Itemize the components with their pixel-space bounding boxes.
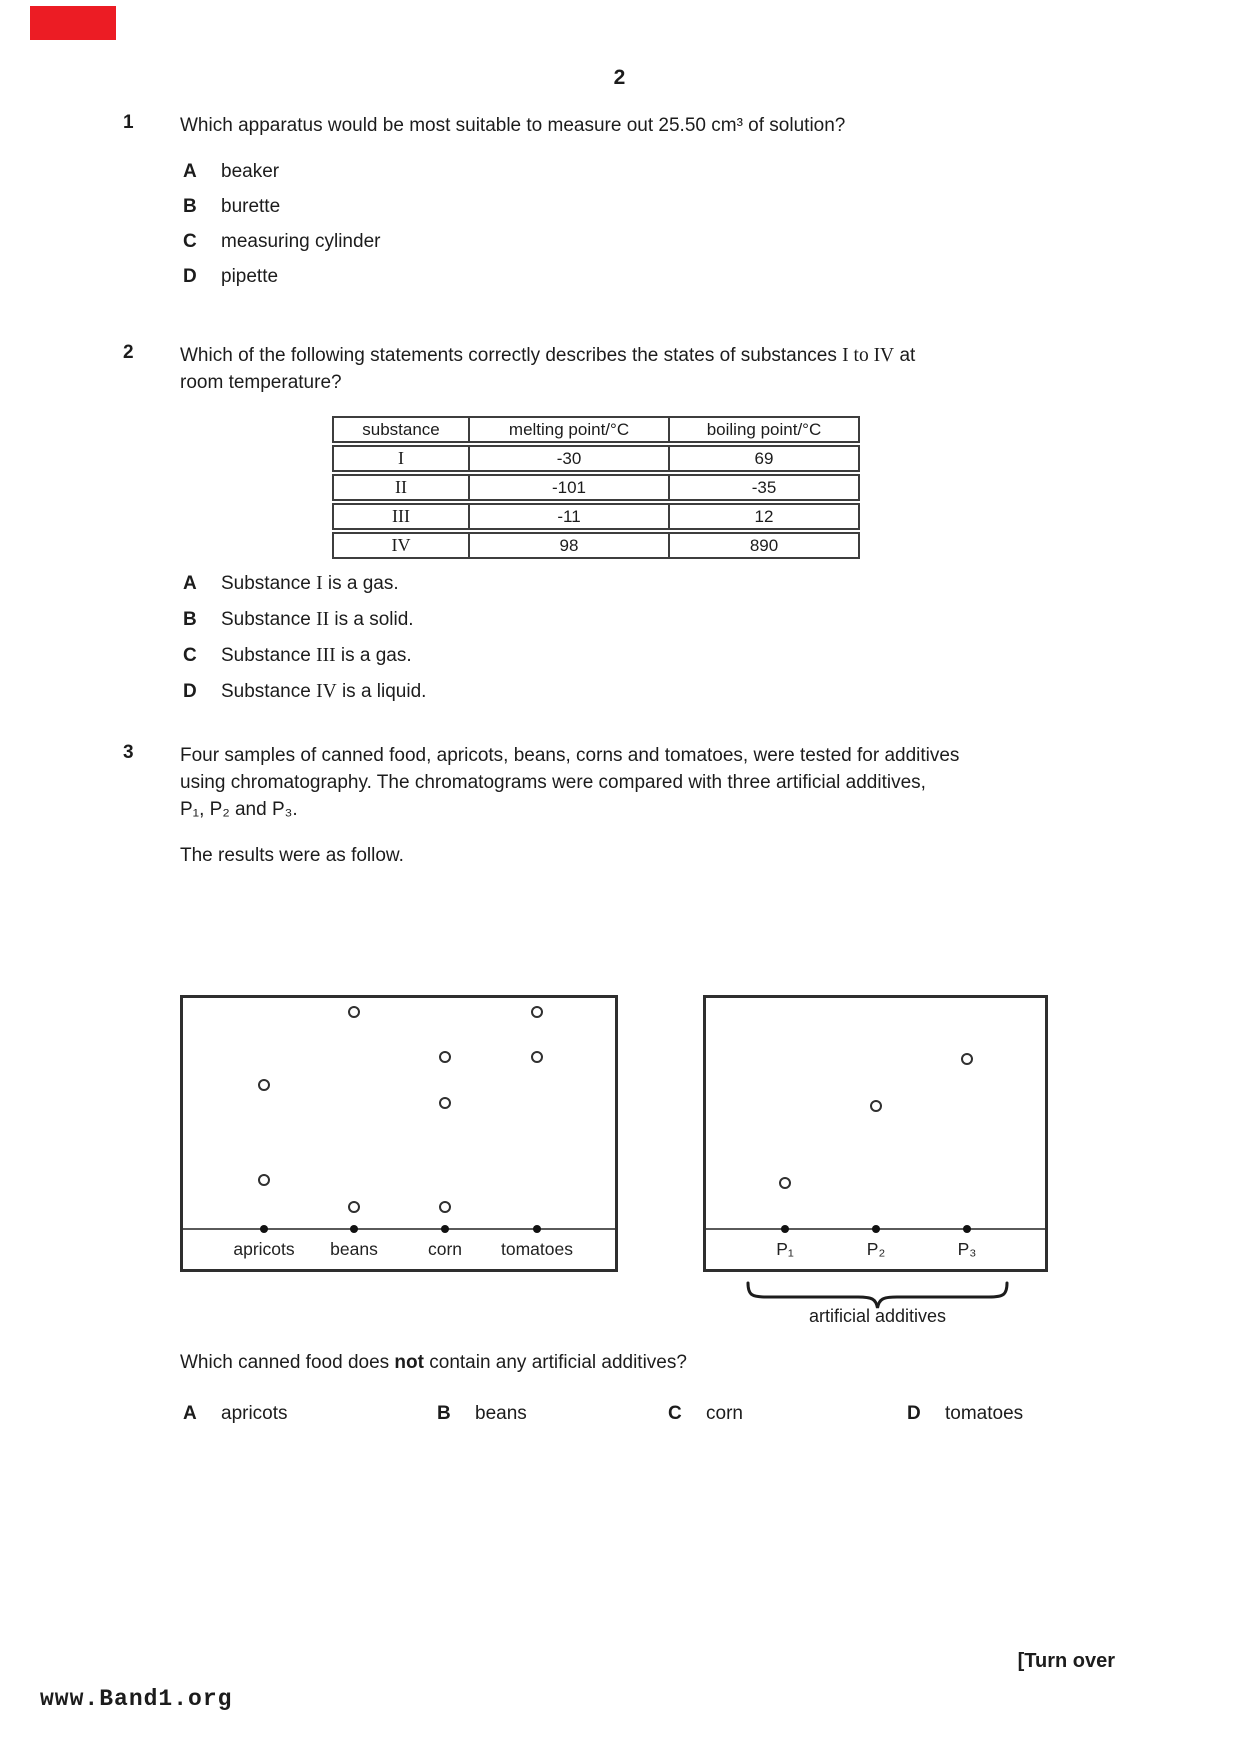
table-cell: I (398, 448, 404, 468)
baseline-line (183, 1228, 615, 1230)
table-cell: 12 (668, 505, 858, 528)
table-row (332, 445, 860, 472)
table-cell: 98 (468, 534, 668, 557)
option-row (907, 1402, 1023, 1425)
option-row (437, 1402, 527, 1425)
table-row (332, 532, 860, 559)
question-2-numerals: I to IV (842, 345, 895, 366)
table-cell: III (392, 506, 410, 526)
question-3-text: Four samples of canned food, apricots, beans, corns and tomatoes, were tested for additives using chromatography. The chromatograms were compared with three artificial additives, P₁, P₂ and P₃. (180, 745, 960, 820)
option-text: corn (706, 1403, 743, 1424)
question-1-number: 1 (123, 112, 134, 133)
option-letter: A (183, 161, 197, 182)
option-text: beans (475, 1403, 527, 1424)
option-text: measuring cylinder (221, 231, 381, 252)
option-row (183, 265, 380, 288)
option-row (183, 1402, 288, 1425)
option-letter: D (907, 1403, 921, 1424)
question-2-text-line2: room temperature? (180, 372, 342, 393)
option-row (183, 644, 426, 667)
chromatogram-additives (703, 995, 1048, 1272)
question-1 (123, 112, 1020, 139)
table-cell: IV (391, 535, 411, 555)
table-cell: 890 (668, 534, 858, 557)
chromatogram-spot (258, 1174, 270, 1186)
chromatogram-spot (439, 1097, 451, 1109)
chromatogram-spot (531, 1006, 543, 1018)
option-row (183, 608, 426, 631)
table-cell: II (395, 477, 407, 497)
lane-label: beans (330, 1239, 378, 1259)
brace-label: artificial additives (808, 1306, 947, 1326)
lane-label: apricots (233, 1239, 295, 1259)
option-row (183, 680, 426, 703)
option-text: tomatoes (945, 1403, 1024, 1424)
option-letter: C (668, 1403, 682, 1424)
question-3-number: 3 (123, 742, 134, 763)
option-text: Substance II is a solid. (221, 609, 414, 630)
origin-dot (350, 1225, 358, 1233)
lane-label: P₃ (957, 1239, 977, 1259)
origin-dot (781, 1225, 789, 1233)
chromatogram-spot (258, 1079, 270, 1091)
lane-label: P₂ (866, 1239, 886, 1259)
origin-dot (533, 1225, 541, 1233)
origin-dot (872, 1225, 880, 1233)
option-row (183, 160, 380, 183)
chromatogram-spot (439, 1051, 451, 1063)
red-marker (30, 6, 116, 40)
question-3 (123, 742, 1020, 823)
table-row (332, 474, 860, 501)
question-2-options (183, 572, 426, 703)
question-2 (123, 342, 1020, 396)
lane-label: tomatoes (501, 1239, 573, 1259)
column-header: melting point/°C (468, 418, 668, 441)
option-row (183, 230, 380, 253)
chromatogram-spot (348, 1201, 360, 1213)
option-letter: D (183, 681, 197, 702)
table-cell: -11 (468, 505, 668, 528)
table-cell: -35 (668, 476, 858, 499)
table-cell: -101 (468, 476, 668, 499)
chromatogram-spot (531, 1051, 543, 1063)
column-header: boiling point/°C (668, 418, 858, 441)
chromatogram-foods (180, 995, 618, 1272)
option-letter: B (183, 196, 197, 217)
chromatogram-spot (348, 1006, 360, 1018)
option-text: Substance III is a gas. (221, 645, 412, 666)
option-letter: A (183, 573, 197, 594)
table-cell: -30 (468, 447, 668, 470)
option-letter: A (183, 1403, 197, 1424)
option-text: Substance I is a gas. (221, 573, 399, 594)
column-header: substance (362, 420, 440, 439)
question-1-options (183, 160, 380, 288)
question-1-text: Which apparatus would be most suitable to measure out 25.50 cm³ of solution? (180, 115, 846, 136)
option-letter: C (183, 645, 197, 666)
website-watermark: www.Band1.org (40, 1686, 233, 1712)
option-letter: D (183, 266, 197, 287)
chromatogram-spot (961, 1053, 973, 1065)
question-2-text-part: at (899, 345, 916, 366)
table-cell: 69 (668, 447, 858, 470)
results-line: The results were as follow. (180, 845, 404, 866)
question-2-text (180, 342, 1020, 396)
option-letter: B (437, 1403, 451, 1424)
table-header-row (332, 416, 860, 443)
lane-label: P₁ (776, 1239, 794, 1259)
page-number: 2 (613, 66, 626, 89)
option-row (668, 1402, 743, 1425)
option-row (183, 572, 426, 595)
option-row (183, 195, 380, 218)
table-row (332, 503, 860, 530)
option-text: beaker (221, 161, 280, 182)
option-text: pipette (221, 266, 279, 287)
chromatogram-spot (439, 1201, 451, 1213)
option-letter: C (183, 231, 197, 252)
question-2-text-part: Which of the following statements correctly describes the states of substances (180, 345, 837, 366)
option-text: Substance IV is a liquid. (221, 681, 427, 702)
question-3-question-line: Which canned food does not contain any artificial additives? (180, 1352, 687, 1373)
lane-label: corn (427, 1239, 463, 1259)
question-2-number: 2 (123, 342, 134, 363)
origin-dot (963, 1225, 971, 1233)
option-letter: B (183, 609, 197, 630)
chromatogram-spot (870, 1100, 882, 1112)
option-text: burette (221, 196, 281, 217)
melting-boiling-table (332, 416, 860, 559)
origin-dot (260, 1225, 268, 1233)
option-text: apricots (221, 1403, 288, 1424)
origin-dot (441, 1225, 449, 1233)
chromatogram-spot (779, 1177, 791, 1189)
turn-over-label: [Turn over (1017, 1650, 1115, 1672)
